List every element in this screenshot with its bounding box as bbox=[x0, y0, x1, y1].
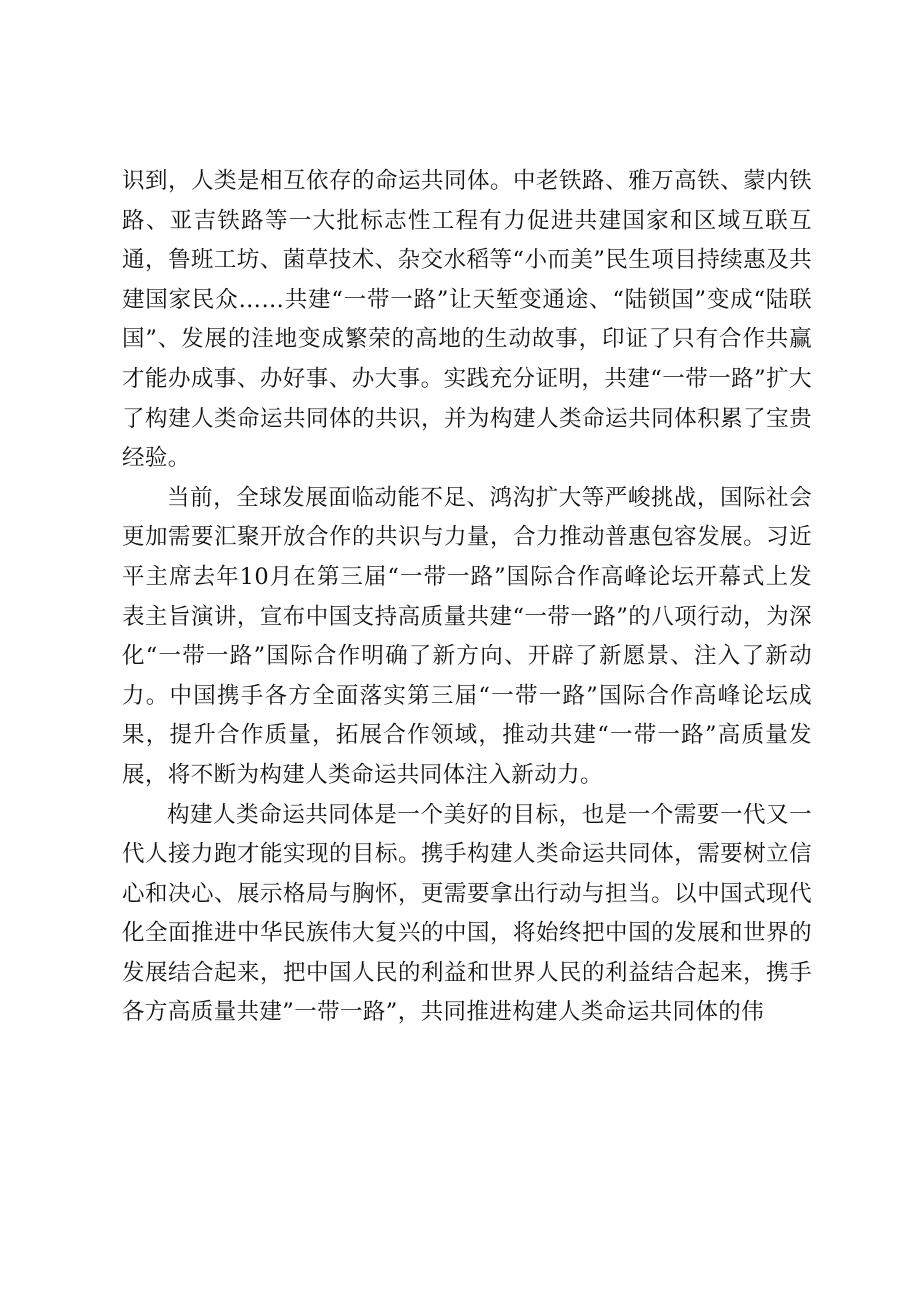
article-body bbox=[122, 162, 812, 1033]
paragraph-continuation: 识到，人类是相互依存的命运共同体。中老铁路、雅万高铁、蒙内铁路、亚吉铁路等一大批标志性工程有力促进共建国家和区域互联互通，鲁班工坊、菌草技术、杂交水稻等“小而美”民生项目持续惠及共建国家民众……共建“一带一路”让天堑变通途、“陆锁国”变成“陆联国”、发展的洼地变成繁荣的高地的生动故事，印证了只有合作共赢才能办成事、办好事、办大事。实践充分证明，共建“一带一路”扩大了构建人类命运共同体的共识，并为构建人类命运共同体积累了宝贵经验。 bbox=[122, 168, 812, 472]
paragraph-community-shared-future: 构建人类命运共同体是一个美好的目标，也是一个需要一代又一代人接力跑才能实现的目标。携手构建人类命运共同体，需要树立信心和决心、展示格局与胸怀，更需要拿出行动与担当。以中国式现代化全面推进中华民族伟大复兴的中国，将始终把中国的发展和世界的发展结合起来，把中国人民的利益和世界人民的利益结合起来，携手各方高质量共建”一带一路”，共同推进构建人类命运共同体的伟 bbox=[122, 801, 812, 1026]
paragraph-global-development: 当前，全球发展面临动能不足、鸿沟扩大等严峻挑战，国际社会更加需要汇聚开放合作的共识与力量，合力推动普惠包容发展。习近平主席去年10月在第三届“一带一路”国际合作高峰论坛开幕式上发表主旨演讲，宣布中国支持高质量共建“一带一路”的八项行动，为深化“一带一路”国际合作明确了新方向、开辟了新愿景、注入了新动力。中国携手各方全面落实第三届“一带一路”国际合作高峰论坛成果，提升合作质量，拓展合作领域，推动共建“一带一路”高质量发展，将不断为构建人类命运共同体注入新动力。 bbox=[122, 484, 812, 788]
